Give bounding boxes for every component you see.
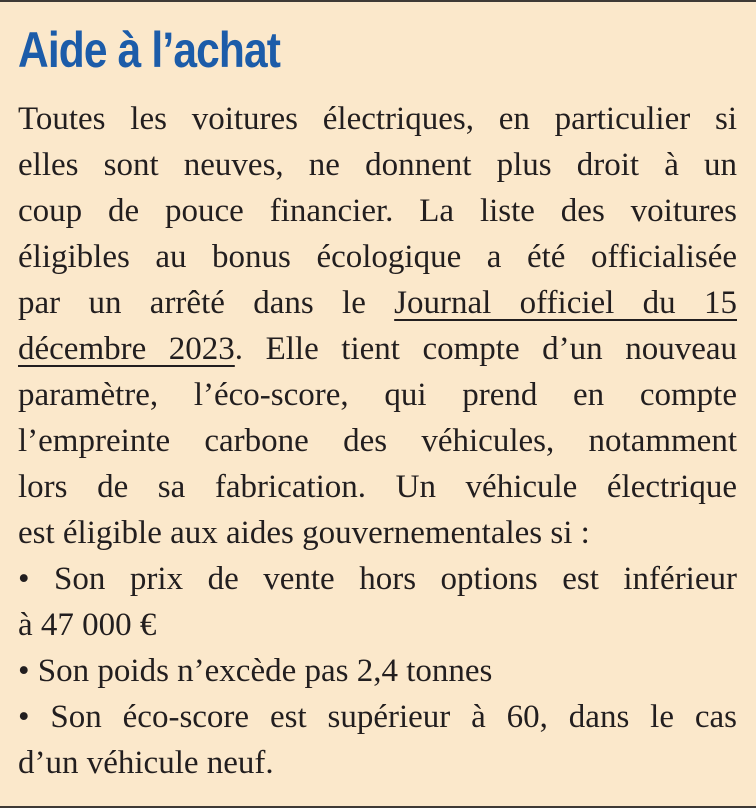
text-line [18, 464, 737, 510]
text-segment: à 47 000 € [18, 607, 157, 643]
text-segment: éligibles au bonus écologique a été officialisée [18, 239, 737, 275]
text-segment: lors de sa fabrication. Un véhicule électrique [18, 469, 737, 505]
text-line [18, 648, 737, 694]
text-line [18, 740, 737, 786]
text-segment: par un arrêté dans le [18, 285, 395, 321]
text-line [18, 694, 737, 740]
text-line [18, 326, 737, 372]
text-line [18, 602, 737, 648]
text-line [18, 556, 737, 602]
text-segment: • Son prix de vente hors options est inférieur [18, 561, 737, 597]
text-line [18, 418, 737, 464]
text-segment: l’empreinte carbone des véhicules, notamment [18, 423, 737, 459]
text-segment: d’un véhicule neuf. [18, 745, 274, 781]
text-segment: • Son éco-score est supérieur à 60, dans le cas [18, 699, 737, 735]
text-line [18, 372, 737, 418]
text-segment: est éligible aux aides gouvernementales si : [18, 515, 590, 551]
text-line [18, 96, 737, 142]
text-line [18, 234, 737, 280]
text-segment: elles sont neuves, ne donnent plus droit à un [18, 147, 737, 183]
text-segment: • Son poids n’excède pas 2,4 tonnes [18, 653, 493, 689]
text-line [18, 280, 737, 326]
text-segment: coup de pouce financier. La liste des voitures [18, 193, 737, 229]
journal-officiel-reference: Journal officiel du 15 [394, 285, 737, 321]
text-segment: . Elle tient compte d’un nouveau [234, 331, 737, 367]
text-segment: paramètre, l’éco-score, qui prend en compte [18, 377, 737, 413]
text-line [18, 188, 737, 234]
text-line [18, 510, 737, 556]
text-segment: Toutes les voitures électriques, en particulier si [18, 101, 737, 137]
article-title: Aide à l’achat [18, 22, 281, 78]
journal-officiel-reference: décembre 2023 [18, 331, 235, 367]
text-line [18, 142, 737, 188]
article-body [18, 96, 737, 786]
